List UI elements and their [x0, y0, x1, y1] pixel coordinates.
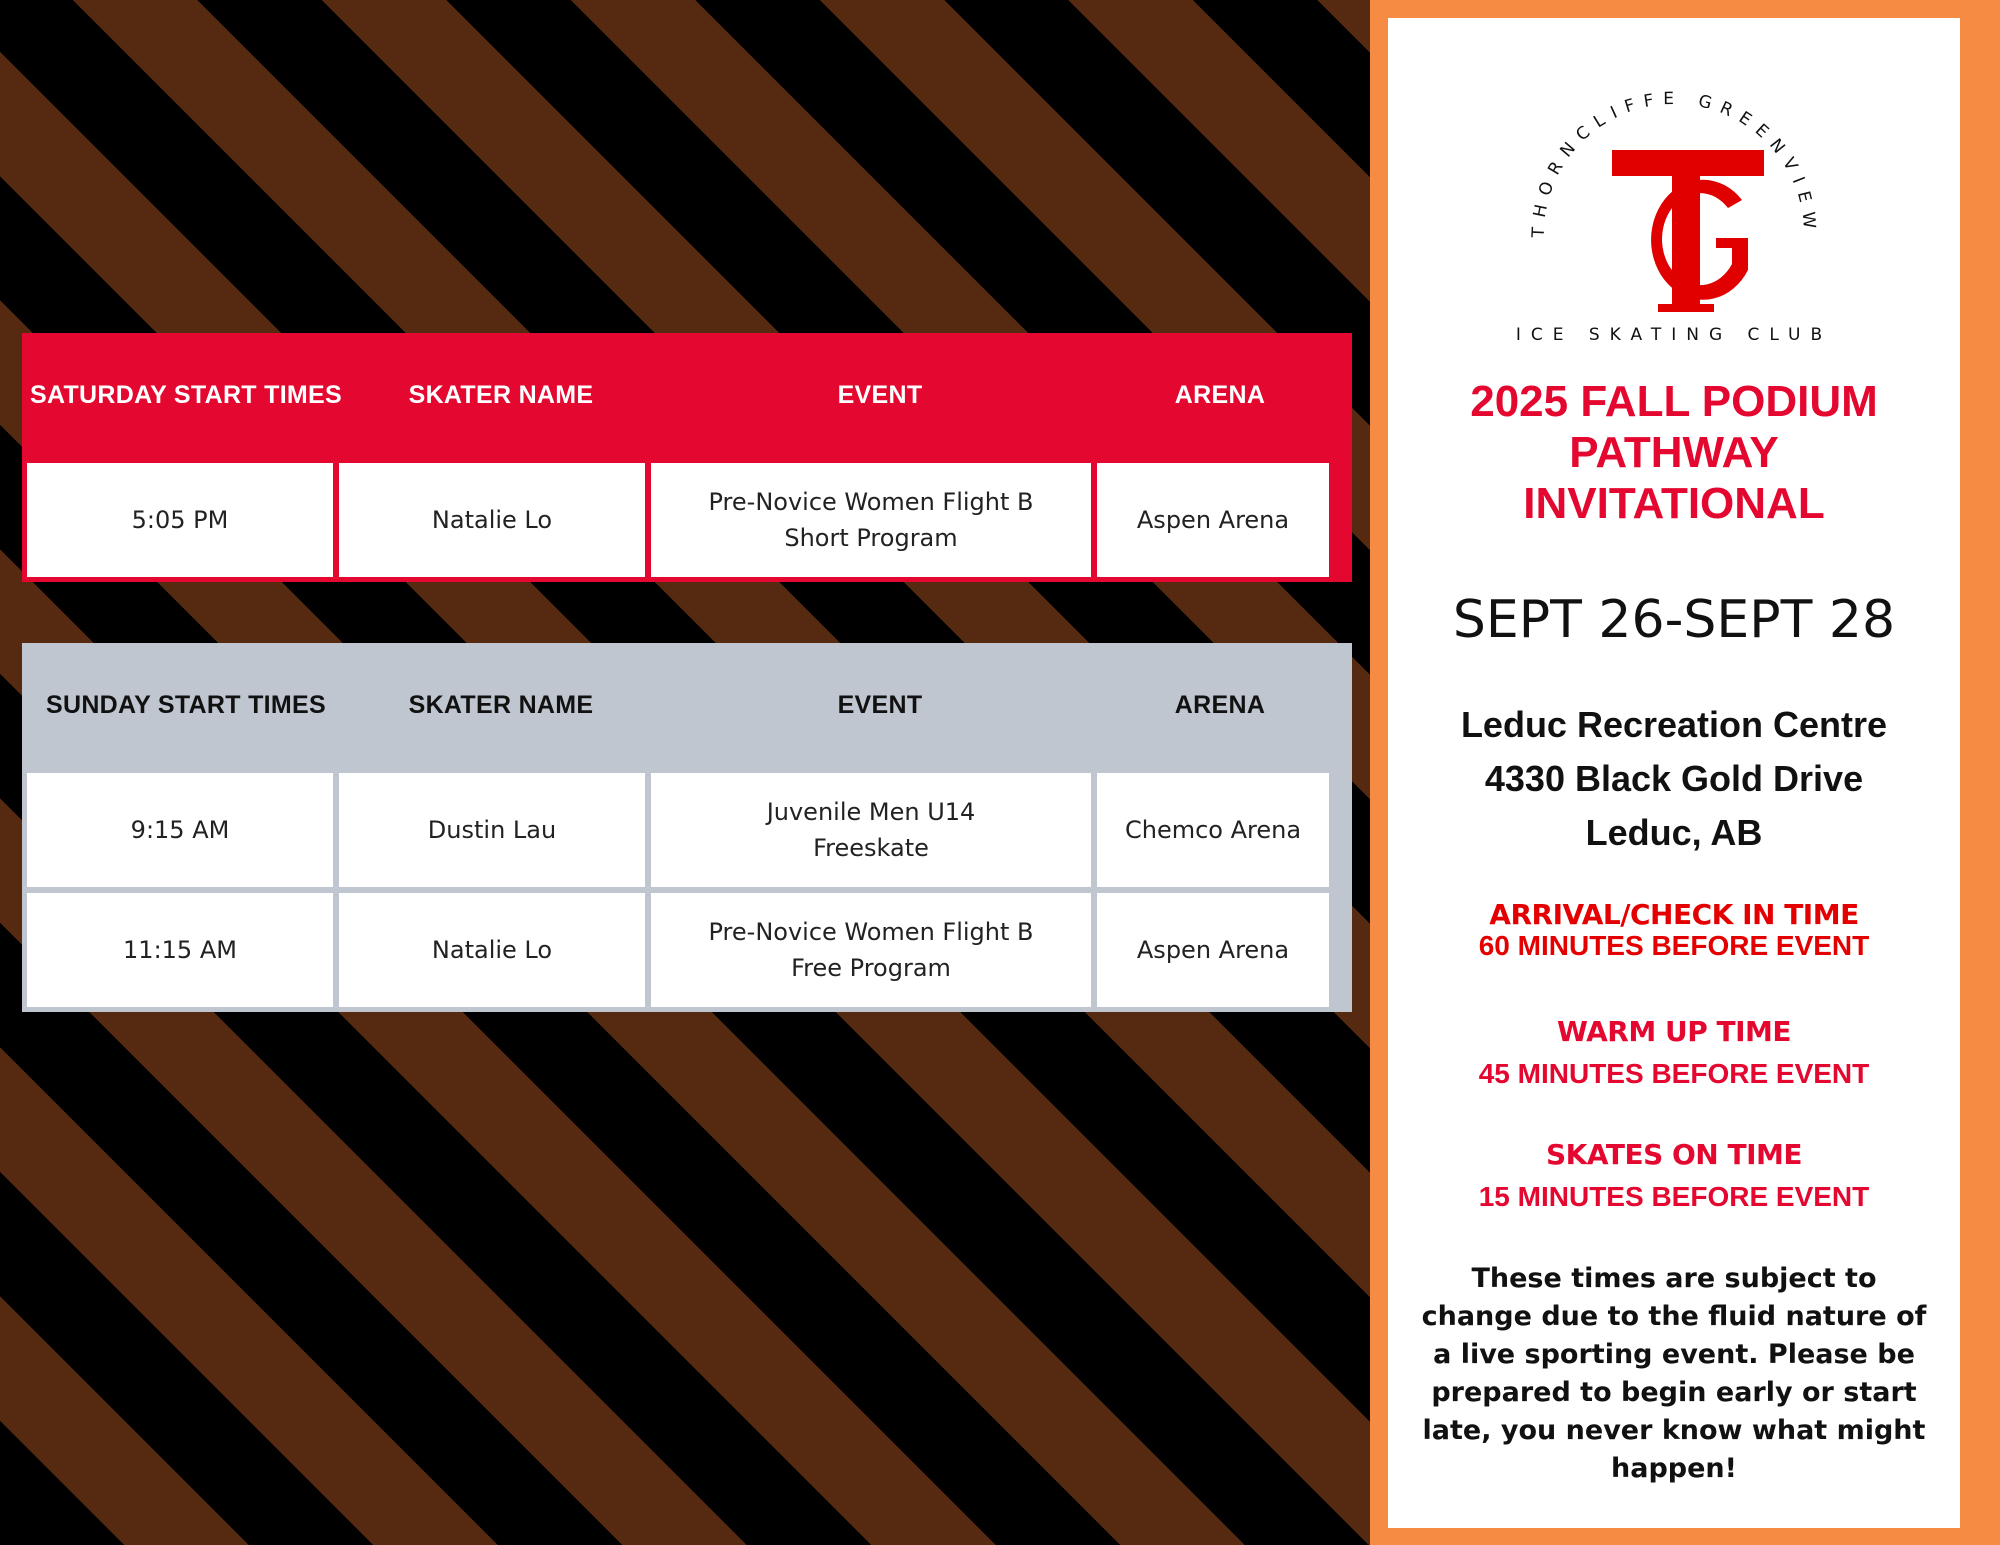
arrival-label: ARRIVAL/CHECK IN TIME — [1489, 898, 1859, 931]
disclaimer-note: These times are subject to change due to the fluid nature of a live sporting event. Please be prepared to begin early or start late, you never know what might happen! — [1421, 1263, 1927, 1484]
start-time-cell: 5:05 PM — [27, 463, 333, 577]
event-title-line: INVITATIONAL — [1523, 479, 1825, 528]
start-time-cell: 11:15 AM — [27, 893, 333, 1007]
table-row — [27, 773, 1347, 887]
event-cell: Juvenile Men U14 Freeskate — [651, 773, 1091, 887]
event-dates: SEPT 26-SEPT 28 — [1452, 590, 1896, 650]
arrival-time-block — [1388, 898, 1960, 961]
sunday-header-row — [27, 643, 1347, 767]
info-panel — [1388, 18, 1960, 1528]
header-arena: ARENA — [1174, 380, 1266, 409]
warmup-time-block — [1388, 1015, 1960, 1090]
skates-label: SKATES ON TIME — [1546, 1138, 1802, 1171]
venue-line: Leduc Recreation Centre — [1460, 704, 1888, 745]
skater-name-cell: Dustin Lau — [339, 773, 645, 887]
event-title-line: PATHWAY — [1569, 428, 1779, 477]
logo-subtitle: ICE SKATING CLUB — [1515, 325, 1833, 345]
logo-arc-text: THORNCLIFFE GREENVIEW — [1528, 88, 1820, 239]
info-panel-border — [1370, 0, 2000, 1545]
warmup-label: WARM UP TIME — [1557, 1015, 1791, 1048]
table-row — [27, 463, 1347, 577]
skater-name-cell: Natalie Lo — [339, 893, 645, 1007]
arena-cell: Aspen Arena — [1097, 463, 1329, 577]
header-event: EVENT — [837, 690, 923, 719]
club-logo — [1492, 58, 1856, 348]
arena-cell: Chemco Arena — [1097, 773, 1329, 887]
venue-line: 4330 Black Gold Drive — [1484, 758, 1864, 799]
event-title-line: 2025 FALL PODIUM — [1470, 377, 1878, 426]
skates-value: 15 MINUTES BEFORE EVENT — [1478, 1181, 1870, 1212]
header-skater-name: SKATER NAME — [408, 380, 594, 409]
table-row — [27, 893, 1347, 1007]
header-start-times: SATURDAY START TIMES — [29, 380, 343, 409]
sunday-schedule-table — [22, 643, 1352, 1012]
skates-on-time-block — [1388, 1138, 1960, 1213]
arena-cell: Aspen Arena — [1097, 893, 1329, 1007]
venue-address — [1388, 698, 1960, 860]
saturday-header-row — [27, 333, 1347, 457]
saturday-schedule-table — [22, 333, 1352, 582]
event-cell: Pre-Novice Women Flight B Free Program — [651, 893, 1091, 1007]
event-title — [1388, 376, 1960, 529]
event-cell: Pre-Novice Women Flight B Short Program — [651, 463, 1091, 577]
start-time-cell: 9:15 AM — [27, 773, 333, 887]
header-skater-name: SKATER NAME — [408, 690, 594, 719]
tg-monogram-icon — [1612, 150, 1764, 312]
skater-name-cell: Natalie Lo — [339, 463, 645, 577]
warmup-value: 45 MINUTES BEFORE EVENT — [1478, 1058, 1870, 1089]
venue-line: Leduc, AB — [1585, 812, 1763, 853]
header-start-times: SUNDAY START TIMES — [46, 690, 326, 719]
header-event: EVENT — [837, 380, 923, 409]
header-arena: ARENA — [1174, 690, 1266, 719]
arrival-value: 60 MINUTES BEFORE EVENT — [1478, 930, 1870, 961]
